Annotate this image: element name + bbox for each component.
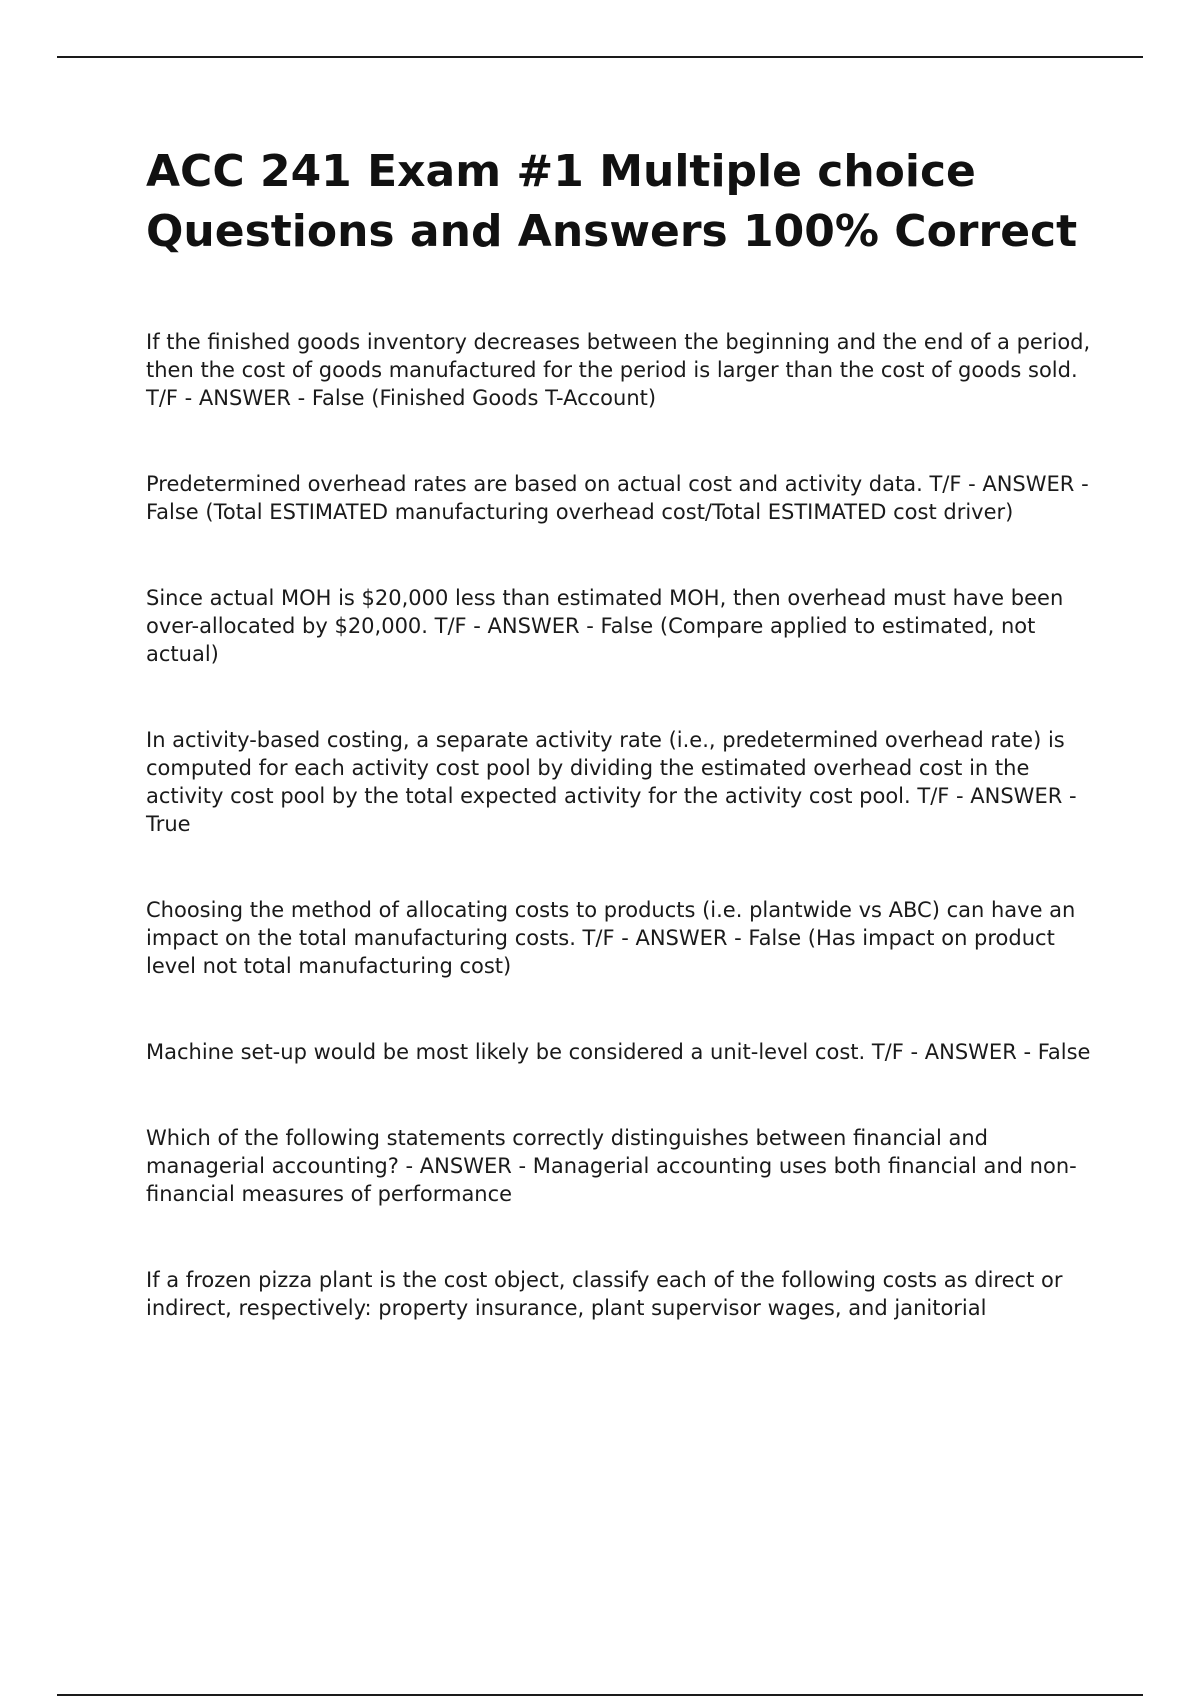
document-body xyxy=(146,142,1096,1380)
top-rule xyxy=(57,56,1143,58)
qa-item: Which of the following statements correctly distinguishes between financial and managerial accounting? - ANSWER - Managerial accounting uses both financial and non-financial measures of performance xyxy=(146,1126,1077,1206)
qa-item: Since actual MOH is $20,000 less than estimated MOH, then overhead must have been over-allocated by $20,000. T/F - ANSWER - False (Compare applied to estimated, not actual) xyxy=(146,586,1064,666)
qa-item: Machine set-up would be most likely be considered a unit-level cost. T/F - ANSWER - False xyxy=(146,1040,1091,1064)
document-title: ACC 241 Exam #1 Multiple choice Questions and Answers 100% Correct xyxy=(146,146,1078,257)
qa-item: Choosing the method of allocating costs to products (i.e. plantwide vs ABC) can have an impact on the total manufacturing costs. T/F - ANSWER - False (Has impact on product level not total manufacturing cost) xyxy=(146,898,1076,978)
bottom-rule xyxy=(57,1694,1143,1696)
qa-item: If a frozen pizza plant is the cost object, classify each of the following costs as direct or indirect, respectively: property insurance, plant supervisor wages, and janitorial xyxy=(146,1268,1063,1320)
qa-item: In activity-based costing, a separate activity rate (i.e., predetermined overhead rate) is computed for each activity cost pool by dividing the estimated overhead cost in the activity cost pool by the total expected activity for the activity cost pool. T/F - ANSWER - True xyxy=(146,728,1077,836)
qa-item: Predetermined overhead rates are based on actual cost and activity data. T/F - ANSWER - False (Total ESTIMATED manufacturing overhead cost/Total ESTIMATED cost driver) xyxy=(146,472,1089,524)
qa-list xyxy=(146,328,1096,1322)
qa-item: If the finished goods inventory decreases between the beginning and the end of a period, then the cost of goods manufactured for the period is larger than the cost of goods sold. T/F - ANSWER - False (Finished Goods T-Account) xyxy=(146,330,1091,410)
